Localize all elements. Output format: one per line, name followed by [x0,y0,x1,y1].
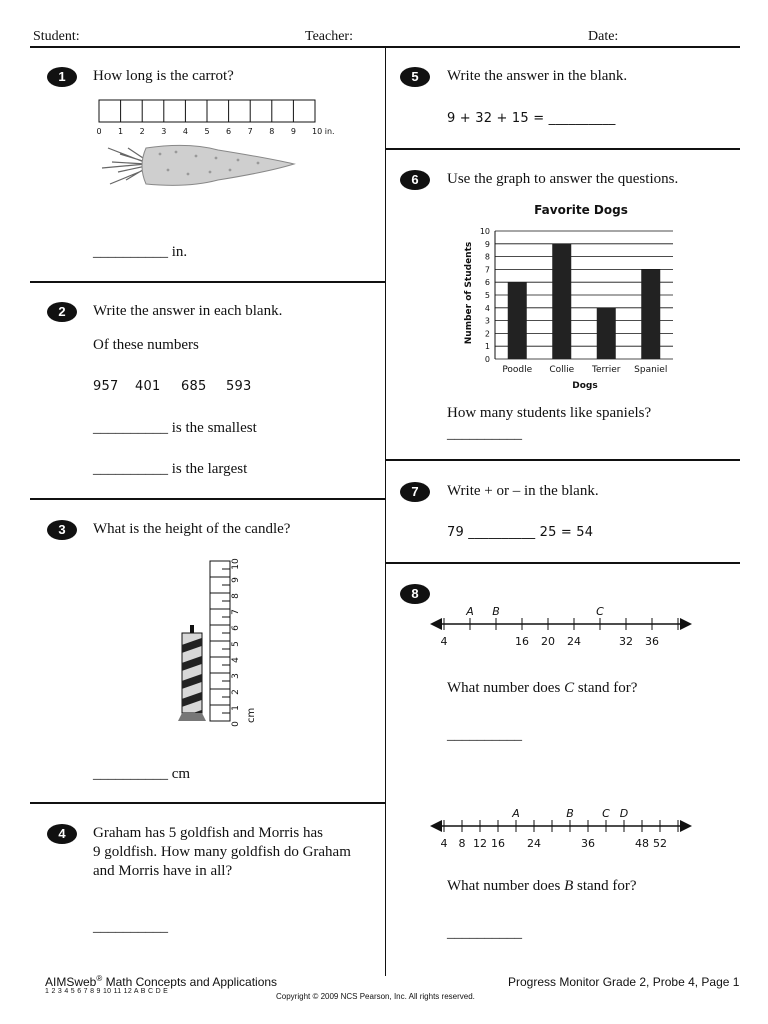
favorite-dogs-chart [455,198,685,398]
ruler-tick-label: 0 [96,127,102,136]
q2-number-1: 957 [93,379,119,394]
q6-answer-line[interactable]: __________ [447,426,522,442]
x-tick-label: Poodle [502,365,533,375]
cm-tick-label: 0 [231,721,241,727]
q3-answer-line[interactable]: __________ cm [93,766,191,782]
number-line-2 [430,800,695,850]
divider-q2-q3 [30,498,385,500]
divider-q7-q8 [385,562,740,564]
y-tick-label: 3 [484,316,490,326]
number-line-label: 36 [645,635,659,648]
question-number-2: 2 [47,302,77,322]
ruler-tick-label: 2 [139,127,145,136]
x-tick-label: Terrier [592,365,621,375]
cm-tick-label: 4 [231,657,241,663]
q7-prompt: Write + or – in the blank. [447,483,599,499]
arrow-right [680,618,692,630]
arrow-left [430,618,442,630]
q2-sub: Of these numbers [93,337,199,353]
chart-xlabel: Dogs [572,381,598,391]
number-line-1 [430,598,695,650]
footer-brand-name: AIMSweb [45,975,97,989]
question-number-8: 8 [400,584,430,604]
number-line-label: 20 [541,635,555,648]
cm-tick-label: 5 [231,641,241,647]
cm-tick-label: 3 [231,673,241,679]
q6-prompt: Use the graph to answer the questions. [447,171,679,187]
number-line-label: 24 [527,837,541,850]
footer-registered-mark: ® [96,974,103,983]
footer-copyright: Copyright © 2009 NCS Pearson, Inc. All rights reserved. [276,992,475,1001]
footer-progress: Progress Monitor Grade 2, Probe 4, Page 1 [508,975,740,989]
question-number-6: 6 [400,170,430,190]
arrow-left [430,820,442,832]
cm-tick-label: 7 [231,609,241,615]
y-tick-label: 1 [484,342,490,352]
teacher-label: Teacher: [305,29,353,44]
number-line-label: 24 [567,635,581,648]
bar-terrier [597,308,616,359]
number-line-label: 16 [515,635,529,648]
footer-code: 1 2 3 4 5 6 7 8 9 10 11 12 A B C D E [45,988,169,995]
x-tick-label: Spaniel [634,365,668,375]
bar-collie [552,244,571,359]
y-tick-label: 6 [484,278,490,288]
footer-product: Math Concepts and Applications [102,975,278,989]
arrow-right [680,820,692,832]
ruler-tick-label: 7 [247,127,253,136]
chart-ylabel: Number of Students [464,241,474,345]
bar-poodle [508,282,527,359]
q8-q1-var: C [564,680,575,696]
ruler-tick-label: 6 [226,127,232,136]
divider-q6-q7 [385,459,740,461]
number-line-letter-a: A [466,605,474,618]
q2-number-4: 593 [226,379,252,394]
cm-tick-label: 10 [231,558,241,570]
ruler-tick-label: 4 [182,127,188,136]
question-number-5: 5 [400,67,430,87]
q8-question-1 [447,679,637,698]
y-tick-label: 4 [484,303,490,313]
q6-question: How many students like spaniels? [447,405,652,421]
q5-equation[interactable]: 9 + 32 + 15 = __________ [447,111,616,126]
x-tick-label: Collie [549,365,575,375]
cm-tick-label: 8 [231,593,241,599]
q8-answer-2[interactable]: __________ [447,925,522,941]
question-number-3: 3 [47,520,77,540]
q2-prompt: Write the answer in each blank. [93,303,283,319]
q8-q2-prefix: What number does [447,878,565,894]
question-number-1: 1 [47,67,77,87]
number-line-label: 32 [619,635,633,648]
number-line-label: 12 [473,837,487,850]
number-line-label: 4 [440,635,448,648]
number-line-letter-d: D [619,807,629,820]
chart-title: Favorite Dogs [534,203,628,217]
q4-answer-line[interactable]: __________ [93,919,168,935]
ruler-tick-label: 9 [290,127,296,136]
q7-equation[interactable]: 79 __________ 25 = 54 [447,525,594,540]
divider-q3-q4 [30,802,385,804]
number-line-letter-b: B [492,605,500,618]
number-line-label: 52 [653,837,667,850]
q4-line-3: and Morris have in all? [93,863,233,879]
question-number-7: 7 [400,482,430,502]
footer-brand [45,974,277,989]
q1-prompt: How long is the carrot? [93,68,234,84]
q5-prompt: Write the answer in the blank. [447,68,628,84]
q2-largest-line[interactable]: __________ is the largest [93,461,248,477]
y-tick-label: 2 [484,329,490,339]
cm-tick-label: 1 [231,705,241,711]
y-tick-label: 7 [484,265,490,275]
y-tick-label: 10 [479,227,490,236]
q3-prompt: What is the height of the candle? [93,521,291,537]
number-line-label: 4 [440,837,448,850]
candle-image [176,625,210,721]
ruler-tick-label: 3 [161,127,167,136]
y-tick-label: 5 [484,291,490,300]
q4-line-2: 9 goldfish. How many goldfish do Graham [93,844,351,860]
cm-tick-label: 2 [231,689,241,695]
cm-tick-label: 9 [231,577,241,583]
q2-number-2: 401 [135,379,161,394]
cm-unit-label: cm [246,707,257,723]
ruler-tick-label: 8 [269,127,275,136]
number-line-label: 36 [581,837,595,850]
y-tick-label: 8 [484,252,490,262]
ruler-tick-label: 5 [204,127,210,136]
number-line-letter-c: C [602,807,610,820]
ruler-tick-label: 10 in. [312,127,335,136]
carrot-image [98,140,298,190]
cm-ruler [210,559,260,729]
y-tick-label: 9 [484,239,490,249]
q8-q1-prefix: What number does [447,680,565,696]
q2-number-3: 685 [181,379,207,394]
ruler-tick-label: 1 [118,127,124,136]
divider-q1-q2 [30,281,385,283]
cm-tick-label: 6 [231,625,241,631]
column-divider [385,46,386,976]
q8-answer-1[interactable]: __________ [447,727,522,743]
q2-smallest-line[interactable]: __________ is the smallest [93,420,257,436]
number-line-letter-b: B [566,807,574,820]
number-line-label: 16 [491,837,505,850]
inch-ruler [96,100,335,140]
y-tick-label: 0 [484,355,490,364]
student-label: Student: [33,29,80,44]
q1-answer-line[interactable]: __________ in. [93,244,188,260]
q8-question-2 [447,877,637,896]
date-label: Date: [588,29,619,44]
number-line-label: 8 [458,837,466,850]
q8-q2-suffix: stand for? [573,878,637,894]
number-line-label: 48 [635,837,649,850]
bar-spaniel [641,269,660,359]
q8-q1-suffix: stand for? [574,680,638,696]
q8-q2-var: B [564,878,574,894]
number-line-letter-a: A [512,807,520,820]
number-line-letter-c: C [596,605,604,618]
q4-line-1: Graham has 5 goldfish and Morris has [93,825,323,841]
question-number-4: 4 [47,824,77,844]
divider-q5-q6 [385,148,740,150]
